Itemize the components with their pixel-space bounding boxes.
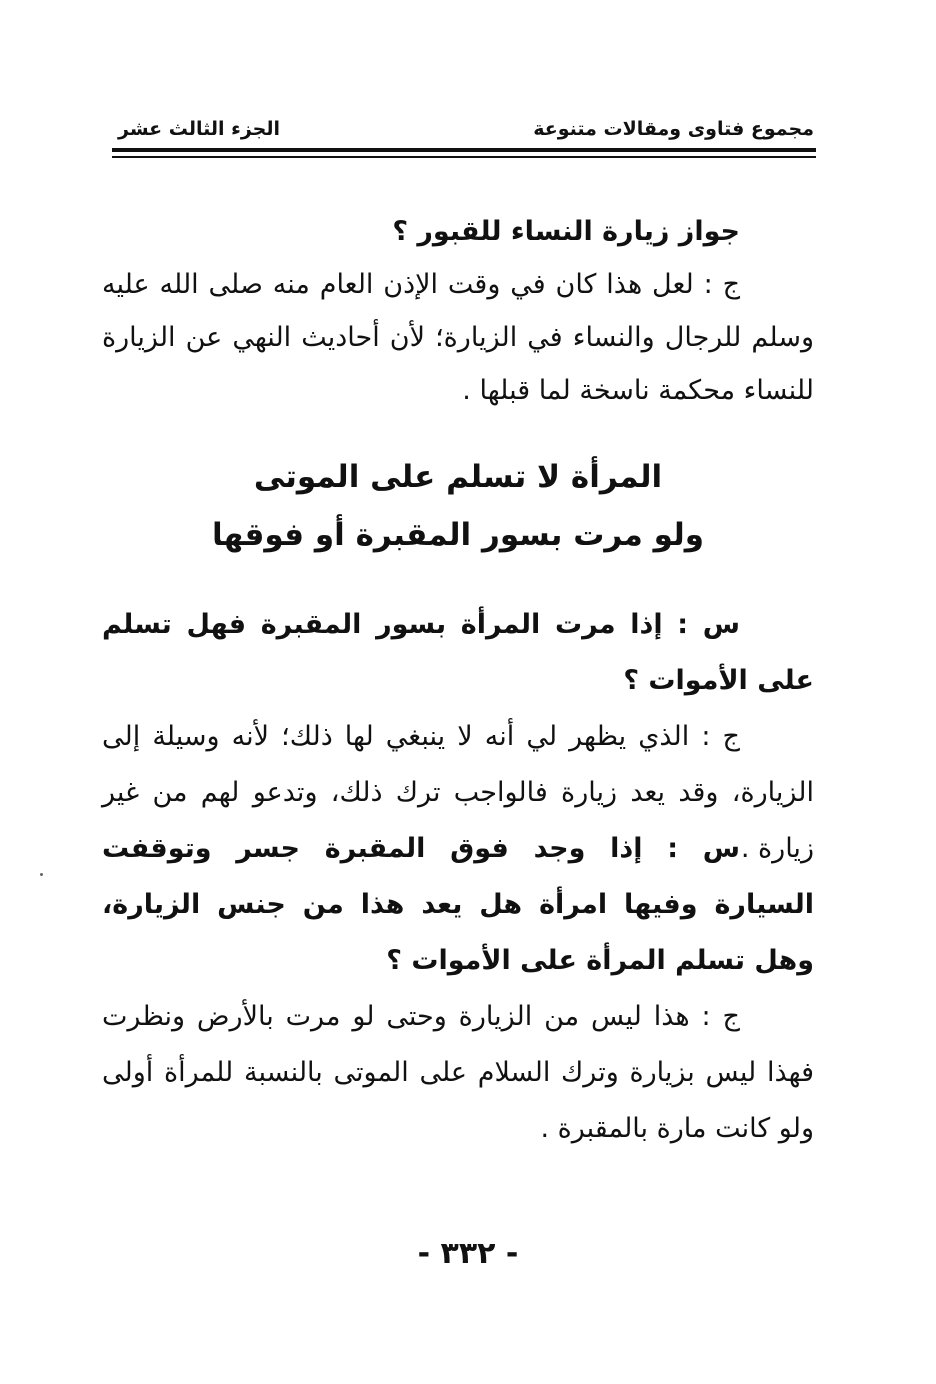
qa-block-2 xyxy=(102,821,814,1157)
question-paragraph: س : إذا مرت المرأة بسور المقبرة فهل تسلم على الأموات ؟ xyxy=(102,609,814,696)
scan-speck xyxy=(40,873,43,876)
heading-line-1: المرأة لا تسلم على الموتى xyxy=(253,459,663,495)
page-number: - ٣٣٢ - xyxy=(417,1236,519,1271)
answer-paragraph: ج : لعل هذا كان في وقت الإذن العام منه صلى الله عليه وسلم للرجال والنساء في الزيارة؛ لأن أحاديث النهي عن الزيارة للنساء محكمة ناسخة لما قبلها . xyxy=(102,269,814,406)
running-header xyxy=(112,112,814,148)
answer-paragraph: ج : الذي يظهر لي أنه لا ينبغي لها ذلك؛ لأنه وسيلة إلى الزيارة، وقد يعد زيارة فالواجب ترك ذلك، وتدعو لهم من غير زيارة . xyxy=(102,721,814,864)
book-title: مجموع فتاوى ومقالات متنوعة xyxy=(533,118,814,140)
intro-block xyxy=(102,205,814,417)
header-rule-thin xyxy=(112,156,816,158)
section-heading xyxy=(102,448,814,564)
volume-label: الجزء الثالث عشر xyxy=(118,118,281,140)
header-rule-thick xyxy=(112,148,816,152)
answer-paragraph: ج : هذا ليس من الزيارة وحتى لو مرت بالأرض ونظرت فهذا ليس بزيارة وترك السلام على الموتى بالنسبة للمرأة أولى ولو كانت مارة بالمقبرة . xyxy=(102,1001,814,1144)
question-continuation: جواز زيارة النساء للقبور ؟ xyxy=(392,216,740,247)
question-paragraph: س : إذا وجد فوق المقبرة جسر وتوقفت السيارة وفيها امرأة هل يعد هذا من جنس الزيارة، وهل تسلم المرأة على الأموات ؟ xyxy=(102,833,814,976)
heading-line-2: ولو مرت بسور المقبرة أو فوقها xyxy=(211,517,705,553)
